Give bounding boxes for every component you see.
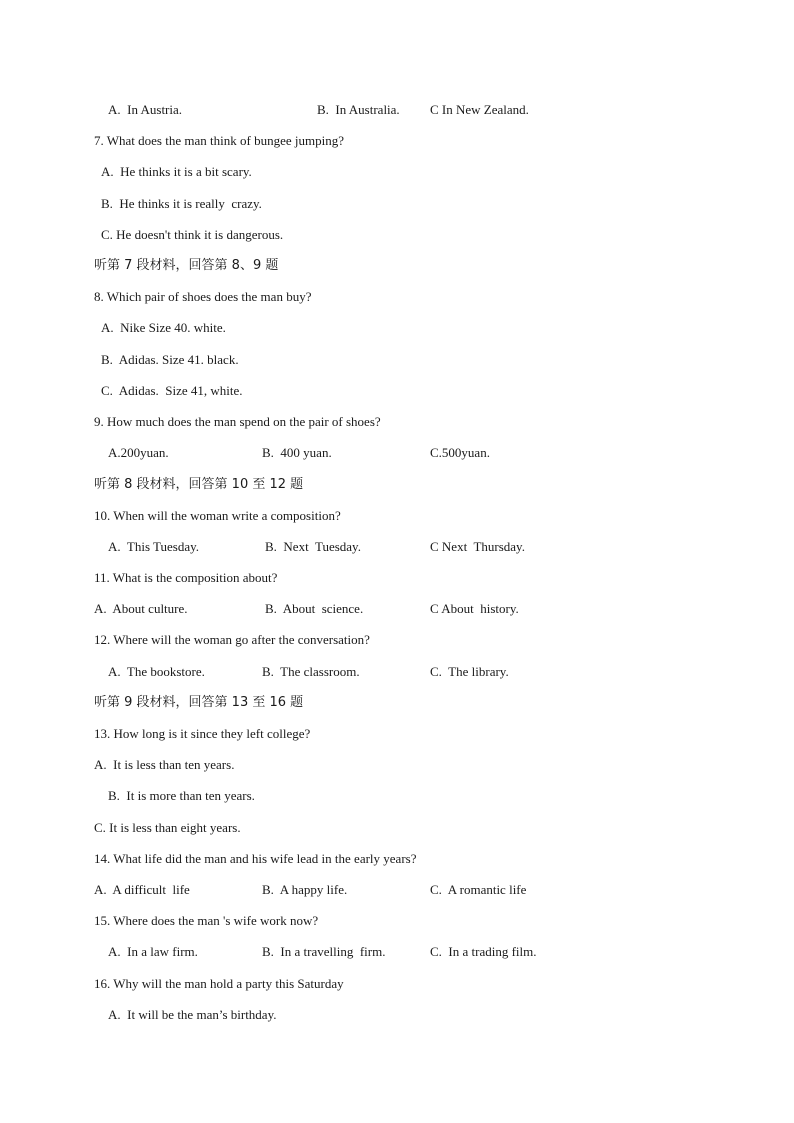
q14-option-b: B. A happy life.: [262, 882, 348, 897]
q7-question: 7. What does the man think of bungee jumping?: [94, 133, 344, 148]
q12-question: 12. Where will the woman go after the conversation?: [94, 632, 370, 647]
q15-question: 15. Where does the man 's wife work now?: [94, 913, 319, 928]
q10-option-c: C Next Thursday.: [430, 539, 525, 554]
q16-question: 16. Why will the man hold a party this Saturday: [94, 976, 344, 991]
q13-option-b: B. It is more than ten years.: [108, 788, 255, 803]
q8-option-c: C. Adidas. Size 41, white.: [101, 383, 243, 398]
q9-question: 9. How much does the man spend on the pair of shoes?: [94, 414, 381, 429]
q11-question: 11. What is the composition about?: [94, 570, 278, 585]
q12-option-b: B. The classroom.: [262, 664, 360, 679]
q9-option-b: B. 400 yuan.: [262, 445, 332, 460]
q11-option-a: A. About culture.: [94, 601, 188, 616]
q8-option-a: A. Nike Size 40. white.: [101, 320, 226, 335]
q13-option-a: A. It is less than ten years.: [94, 757, 235, 772]
q13-option-c: C. It is less than eight years.: [94, 820, 241, 835]
q14-option-c: C. A romantic life: [430, 882, 527, 897]
section-7-heading: 听第 7 段材料，回答第 8、9 题: [94, 258, 279, 273]
q6-option-b: B. In Australia.: [317, 102, 400, 117]
q10-option-a: A. This Tuesday.: [108, 539, 200, 554]
q12-option-a: A. The bookstore.: [108, 664, 205, 679]
q8-option-b: B. Adidas. Size 41. black.: [101, 352, 239, 367]
q6-option-c: C In New Zealand.: [430, 102, 529, 117]
section-8-heading: 听第 8 段材料，回答第 10 至 12 题: [94, 477, 304, 492]
q7-option-a: A. He thinks it is a bit scary.: [101, 164, 252, 179]
q12-option-c: C. The library.: [430, 664, 509, 679]
q15-option-c: C. In a trading film.: [430, 944, 537, 959]
q10-question: 10. When will the woman write a composition?: [94, 508, 341, 523]
q11-option-c: C About history.: [430, 601, 519, 616]
q8-question: 8. Which pair of shoes does the man buy?: [94, 289, 312, 304]
section-9-heading: 听第 9 段材料，回答第 13 至 16 题: [94, 695, 304, 710]
q11-option-b: B. About science.: [265, 601, 364, 616]
q9-option-a: A.200yuan.: [108, 445, 169, 460]
q6-option-a: A. In Austria.: [108, 102, 183, 117]
q7-option-c: C. He doesn't think it is dangerous.: [101, 227, 284, 242]
q10-option-b: B. Next Tuesday.: [265, 539, 361, 554]
q15-option-b: B. In a travelling firm.: [262, 944, 386, 959]
q13-question: 13. How long is it since they left college?: [94, 726, 311, 741]
q14-option-a: A. A difficult life: [94, 882, 190, 897]
q14-question: 14. What life did the man and his wife lead in the early years?: [94, 851, 417, 866]
q15-option-a: A. In a law firm.: [108, 944, 198, 959]
q16-option-a: A. It will be the man’s birthday.: [108, 1007, 277, 1022]
q9-option-c: C.500yuan.: [430, 445, 490, 460]
q7-option-b: B. He thinks it is really crazy.: [101, 196, 262, 211]
